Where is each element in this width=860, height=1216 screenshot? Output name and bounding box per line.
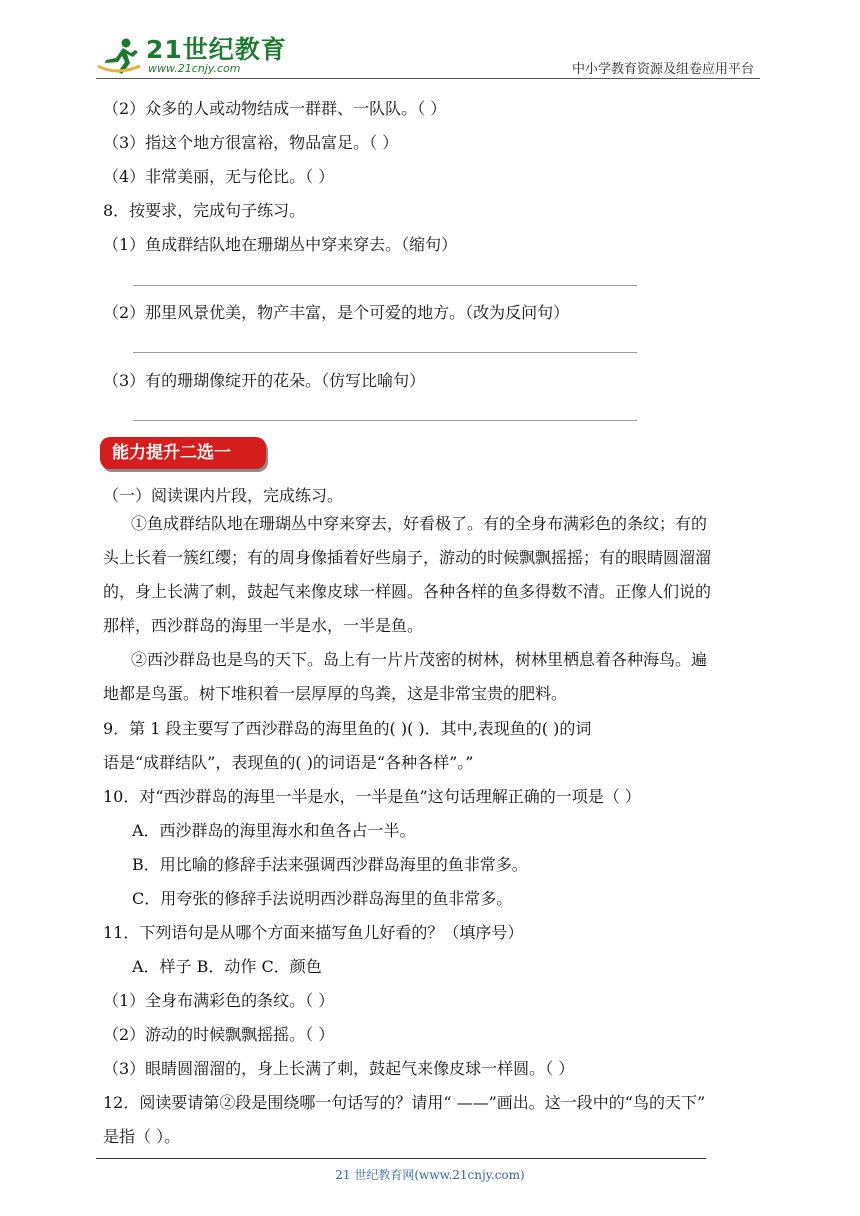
q8-item-3: （3）有的珊瑚像绽开的花朵。（仿写比喻句） [103,371,426,390]
header-divider [96,78,760,79]
p1-line-1: ①鱼成群结队地在珊瑚丛中穿来穿去，好看极了。有的全身布满彩色的条纹；有的 [131,514,708,533]
q8-item-2: （2）那里风景优美，物产丰富，是个可爱的地方。（改为反问句） [103,303,570,322]
p1-line-2: 头上长着一簇红缨；有的周身像插着好些扇子，游动的时候飘飘摇摇；有的眼睛圆溜溜 [103,548,712,567]
p2-line-2: 地都是鸟蛋。树下堆积着一层厚厚的鸟粪，这是非常宝贵的肥料。 [103,684,568,703]
p1-line-4: 那样，西沙群岛的海里一半是水，一半是鱼。 [103,616,424,635]
answer-line-3 [133,420,637,421]
footer-divider [96,1158,706,1159]
q11-item-1: （1）全身布满彩色的条纹。（ ） [103,991,335,1010]
q7-item-3: （3）指这个地方很富裕，物品富足。（ ） [103,133,399,152]
reading-paragraph-2 [103,643,763,711]
p2-line-1: ②西沙群岛也是鸟的天下。岛上有一片片茂密的树林，树林里栖息着各种海鸟。遍 [131,650,708,669]
q8-item-1: （1）鱼成群结队地在珊瑚丛中穿来穿去。（缩句） [103,235,458,254]
q10-option-a: A．西沙群岛的海里海水和鱼各占一半。 [132,821,416,840]
q12-line-1: 12．阅读要请第②段是围绕哪一句话写的？请用“ ——”画出。这一段中的“鸟的天下” [103,1093,706,1112]
header-platform-text: 中小学教育资源及组卷应用平台 [571,62,754,77]
q10-option-c: C．用夸张的修辞手法说明西沙群岛海里的鱼非常多。 [132,889,513,908]
footer-text: 21 世纪教育网(www.21cnjy.com) [335,1168,525,1182]
brand-logo [96,36,287,76]
q12-line-2: 是指（ ）。 [103,1127,181,1146]
page-header [96,30,760,78]
q9-line-1: 9．第 1 段主要写了西沙群岛的海里鱼的( )( )．其中,表现鱼的( )的词 [103,719,592,738]
q11-stem: 11．下列语句是从哪个方面来描写鱼儿好看的？（填序号） [103,923,524,942]
logo-main-text: 21世纪教育 [146,35,287,64]
reading-paragraph-1 [103,507,763,643]
answer-line-2 [133,352,637,353]
runner-logo-icon [96,36,144,76]
reading-intro: （一）阅读课内片段，完成练习。 [103,486,344,505]
p1-line-3: 的，身上长满了刺，鼓起气来像皮球一样圆。各种各样的鱼多得数不清。正像人们说的 [103,582,712,601]
q11-options: A．样子 B．动作 C．颜色 [132,957,322,976]
q10-option-b: B．用比喻的修辞手法来强调西沙群岛海里的鱼非常多。 [132,855,528,874]
answer-line-1 [133,285,637,286]
q7-item-4: （4）非常美丽，无与伦比。（ ） [103,167,335,186]
logo-sub-text: www.21cnjy.com [148,62,241,75]
q10-stem: 10．对“西沙群岛的海里一半是水，一半是鱼”这句话理解正确的一项是（ ） [103,787,641,806]
q11-item-2: （2）游动的时候飘飘摇摇。（ ） [103,1025,335,1044]
q11-item-3: （3）眼睛圆溜溜的，身上长满了刺，鼓起气来像皮球一样圆。（ ） [103,1059,575,1078]
q9-line-2: 语是“成群结队”，表现鱼的( )的词语是“各种各样”。” [103,753,474,772]
q8-title: 8．按要求，完成句子练习。 [103,201,306,220]
section-badge: 能力提升二选一 [100,437,266,469]
q7-item-2: （2）众多的人或动物结成一群群、一队队。（ ） [103,99,447,118]
